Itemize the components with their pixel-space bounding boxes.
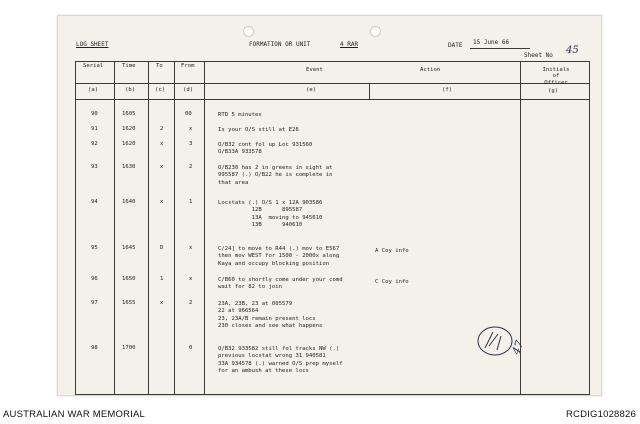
row-time: 1605 [122, 111, 136, 117]
code-a: (a) [88, 87, 99, 93]
codes-divider-line [75, 99, 590, 100]
row-time: 1645 [122, 245, 136, 251]
date-label: DATE [448, 42, 463, 49]
code-c: (c) [155, 87, 166, 93]
col-header-from: From [181, 63, 195, 69]
punch-hole-right [370, 26, 381, 37]
row-to: x [160, 199, 164, 205]
row-from: 2 [189, 300, 193, 306]
row-time: 1620 [122, 141, 136, 147]
table-top-line [75, 61, 590, 62]
row-event: O/B230 has 2 in greens in sight at 995587 (.) O/B22 he is complete in that area [218, 165, 333, 186]
code-d: (d) [183, 87, 194, 93]
col-divider-from [204, 61, 205, 395]
row-event: C/24] to move to R44 (.) mov to E567 then mov WEST for 1500 - 2000x along Kaya and occupy blocking position [218, 246, 340, 267]
header-divider-line [75, 83, 590, 84]
code-e: (e) [306, 87, 317, 93]
row-event: O/B32 933582 still fol tracks NW (.) previous locstat wrong 31 940581 33A 934578 (.) warned O/S prep myself for an ambush at these locs [218, 346, 343, 374]
row-to: x [160, 141, 164, 147]
date-underline [470, 48, 530, 49]
row-from: x [189, 245, 193, 251]
row-from: 1 [189, 199, 193, 205]
code-f: (f) [442, 87, 453, 93]
table-bottom-line [75, 394, 590, 395]
row-event: RTD 5 minutes [218, 112, 262, 118]
row-serial: 97 [91, 300, 98, 306]
row-serial: 96 [91, 276, 98, 282]
row-event: O/B32 cont fol up Loc 931560 O/B33A 933578 [218, 142, 313, 156]
row-event: C/B60 to shortly come under your comd wait for 82 to join [218, 277, 343, 291]
col-header-time: Time [122, 63, 136, 69]
row-action: A Coy info [375, 248, 409, 254]
code-b: (b) [125, 87, 136, 93]
row-to: 1 [160, 276, 164, 282]
unit-value: 4 RAR [340, 41, 359, 48]
log-sheet-title: LOG SHEET [76, 41, 109, 48]
col-header-event: Event [306, 67, 323, 73]
col-divider-time [148, 61, 149, 395]
page-number-text: 47 [509, 338, 527, 357]
row-serial: 98 [91, 345, 98, 351]
row-event: 23A, 23B, 23 at 005579 22 at 966564 23, 23A/B remain present locs 230 closes and see what happens [218, 301, 323, 329]
row-from: 2 [189, 164, 193, 170]
row-time: 1650 [122, 276, 136, 282]
date-value: 15 June 66 [473, 39, 510, 46]
row-serial: 95 [91, 245, 98, 251]
row-to: 2 [160, 126, 164, 132]
row-time: 1700 [122, 345, 136, 351]
row-event: Locstats (.) O/S 1 x 12A 903586 12B 895587 13A moving to 945610 13B 940610 [218, 200, 323, 228]
row-to: x [160, 300, 164, 306]
row-serial: 91 [91, 126, 98, 132]
col-divider-serial [114, 61, 115, 395]
footer-record-id: RCDIG1028826 [566, 409, 636, 420]
col-divider-to [174, 61, 175, 395]
sheet-no-label: Sheet No [524, 52, 553, 59]
row-from: 3 [189, 141, 193, 147]
formation-label: FORMATION OR UNIT [249, 41, 311, 48]
row-from: x [189, 276, 193, 282]
row-time: 1655 [122, 300, 136, 306]
row-time: 1630 [122, 164, 136, 170]
code-g: (g) [548, 88, 559, 94]
col-header-action: Action [420, 67, 441, 73]
row-to: D [160, 245, 164, 251]
table-right-border [589, 61, 590, 395]
row-serial: 93 [91, 164, 98, 170]
col-header-initials: Initials of Officer [542, 67, 570, 86]
row-from: x [189, 126, 193, 132]
row-from: 0 [189, 345, 193, 351]
sheet-no-value: 45 [566, 45, 579, 56]
col-header-to: To [156, 63, 163, 69]
col-header-serial: Serial [83, 63, 104, 69]
handwritten-page-number [471, 316, 531, 370]
row-event: Is your O/S still at E26 [218, 127, 299, 133]
row-serial: 92 [91, 141, 98, 147]
log-sheet-page [57, 15, 602, 396]
footer-source: AUSTRALIAN WAR MEMORIAL [3, 409, 146, 420]
table-left-border [75, 61, 76, 395]
row-serial: 90 [91, 111, 98, 117]
row-serial: 94 [91, 199, 98, 205]
col-divider-event-codes [369, 83, 370, 99]
row-time: 1620 [122, 126, 136, 132]
row-to: x [160, 164, 164, 170]
row-action: C Coy info [375, 279, 409, 285]
row-time: 1640 [122, 199, 136, 205]
punch-hole-left [243, 26, 254, 37]
row-from: 00 [185, 111, 192, 117]
